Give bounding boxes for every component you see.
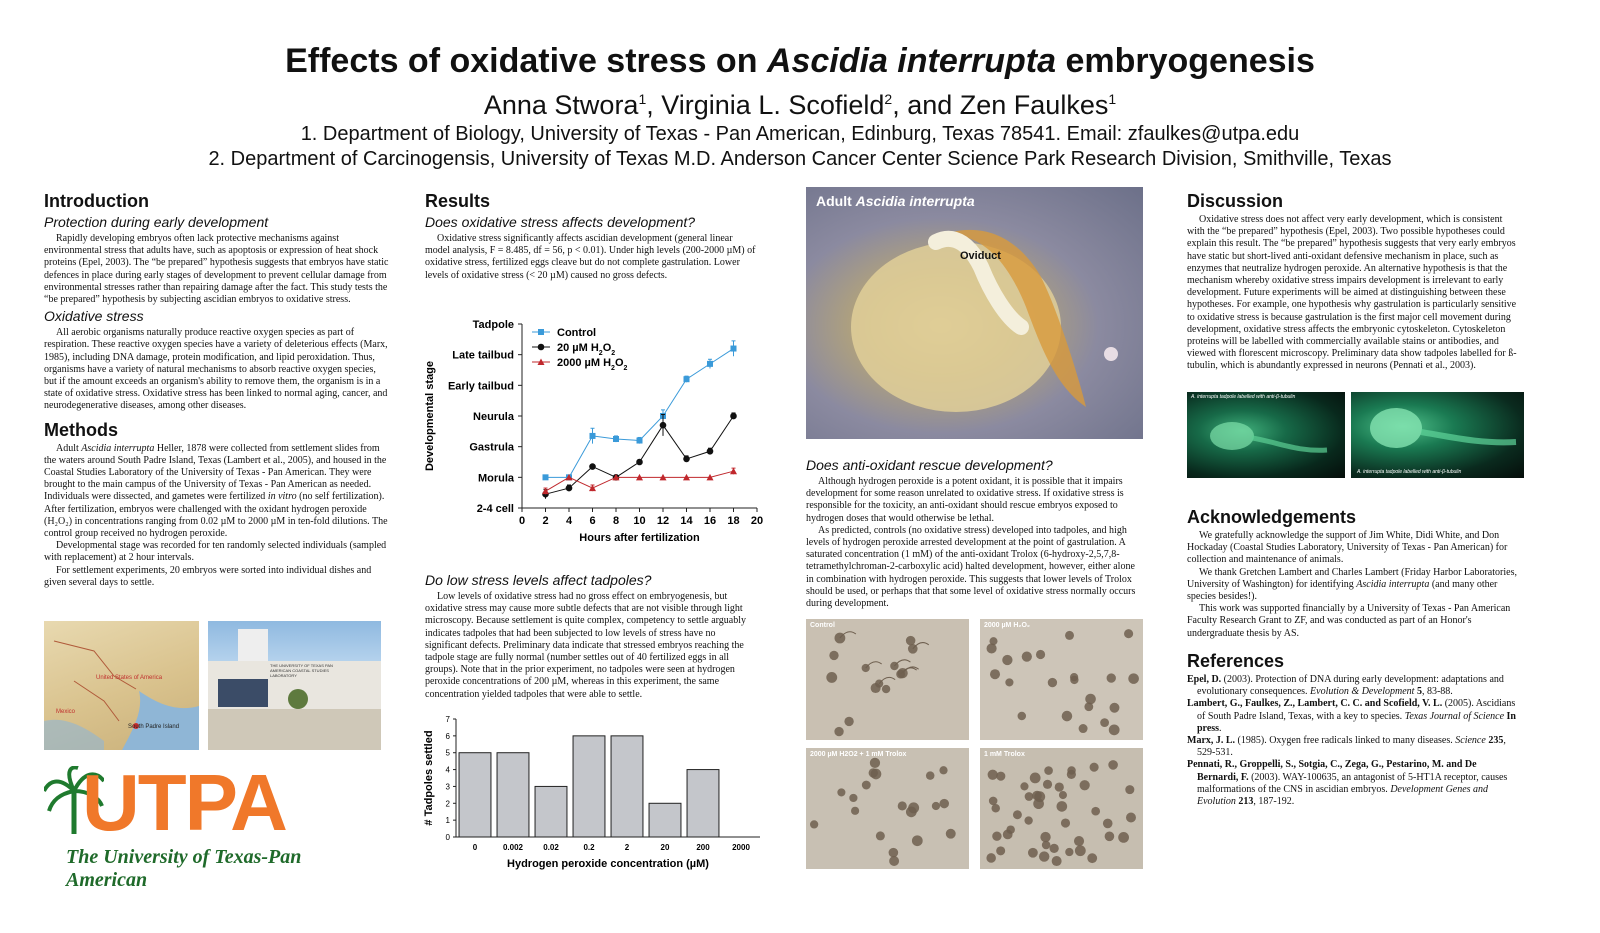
references-section bbox=[1187, 650, 1517, 808]
legend-label bbox=[557, 357, 628, 372]
data-point bbox=[636, 459, 643, 466]
parking-lot bbox=[208, 709, 381, 750]
rescue-paragraph-1: Although hydrogen peroxide is a potent oxidant, it is possible that it impairs development for some reason unrelated to oxidative stress. If oxidative stress is responsible for the toxicity, an anti-oxidant should rescue embryos exposed to hydrogen doses that would otherwise be lethal. bbox=[806, 476, 1124, 524]
ref-pages: , 529-531. bbox=[1197, 735, 1506, 759]
embryo bbox=[1034, 791, 1045, 802]
embryo bbox=[1085, 694, 1096, 705]
y-tick-label: Morula bbox=[477, 472, 514, 485]
methods-paragraph-2: Developmental stage was recorded for ten randomly selected individuals (sampled with replacement) at 2 hour intervals. bbox=[44, 540, 387, 564]
embryo bbox=[1128, 673, 1139, 684]
author-affiliation-mark: 1 bbox=[638, 91, 647, 107]
ref-pages: , 83-88. bbox=[1421, 686, 1453, 698]
embryo bbox=[829, 651, 838, 660]
embryo bbox=[988, 770, 998, 780]
map-label-mexico: Mexico bbox=[56, 709, 76, 715]
ref-text: (1985). Oxygen free radicals linked to many diseases. bbox=[1235, 735, 1456, 747]
rescue-paragraph-2: As predicted, controls (no oxidative stress) developed into tadpoles, and high levels of hydrogen peroxide arrested development at the point of gastrulation. A saturated concentration (1 mM) of the anti-oxidant Trolox (6-hydroxy-2,5,7,8-tetramethylchroman-2-carboxylic acid) halted development, however, either alone in combination with hydrogen peroxide. This suggests that lower levels of Trolox should be used, or perhaps that that some level of oxidative stress normally occurs during development. bbox=[806, 524, 1136, 610]
results-subheading-development: Does oxidative stress affects development? bbox=[425, 214, 696, 230]
author-name: Zen Faulkes bbox=[959, 90, 1109, 120]
legend-label bbox=[557, 342, 615, 357]
methods-heading: Methods bbox=[44, 419, 118, 440]
embryo bbox=[882, 685, 890, 693]
ack-species: Ascidia interrupta bbox=[1356, 578, 1430, 590]
data-point bbox=[683, 456, 690, 463]
data-point bbox=[566, 485, 573, 492]
embryo bbox=[1022, 652, 1032, 662]
x-tick-label: 14 bbox=[680, 515, 693, 527]
ack-paragraph-3: This work was supported financially by a University of Texas - Pan American Faculty Research Grant to ZF, and was conducted as part of an Honor's undergraduate thesis by AS. bbox=[1187, 603, 1511, 639]
embryo bbox=[1070, 676, 1078, 684]
embryo bbox=[1018, 712, 1027, 721]
embryo bbox=[1039, 851, 1049, 861]
coastal-studies-lab-photo bbox=[208, 621, 381, 750]
embryo bbox=[1003, 830, 1013, 840]
embryo-dots bbox=[806, 619, 969, 740]
embryo bbox=[1025, 792, 1034, 801]
embryo bbox=[912, 835, 923, 846]
rescue-section bbox=[806, 455, 1144, 610]
embryo bbox=[889, 856, 899, 866]
embryo bbox=[1042, 841, 1051, 850]
ref-text: (2003). Protection of DNA during early development: adaptations and evolutionary consequences. bbox=[1197, 674, 1504, 698]
embryo bbox=[1080, 780, 1090, 790]
intro-heading: Introduction bbox=[44, 191, 149, 211]
embryo bbox=[871, 769, 882, 780]
x-tick-label: 16 bbox=[703, 515, 717, 527]
intro-subheading-oxidative: Oxidative stress bbox=[44, 308, 144, 325]
adult-label-species: Ascidia interrupta bbox=[855, 193, 975, 209]
embryo bbox=[1005, 678, 1013, 686]
x-tick-label: 20 bbox=[660, 843, 670, 852]
ref-volume: 235 bbox=[1485, 735, 1504, 747]
y-tick-label: 3 bbox=[445, 782, 450, 792]
legend-text: 2000 µM H bbox=[557, 357, 612, 369]
embryo bbox=[1109, 724, 1120, 735]
x-tick-label: 0.02 bbox=[543, 843, 559, 852]
embryo bbox=[1049, 844, 1058, 853]
intro-subheading-protection: Protection during early development bbox=[44, 214, 269, 230]
embryo bbox=[1103, 819, 1113, 829]
palm-tree bbox=[288, 689, 308, 709]
legend-text: O bbox=[614, 357, 624, 369]
methods-text: Adult bbox=[56, 442, 82, 454]
embryo bbox=[1002, 655, 1012, 665]
embryo bbox=[991, 804, 999, 812]
rescue-heading: Does anti-oxidant rescue development? bbox=[806, 457, 1053, 473]
small-organism bbox=[1104, 347, 1118, 361]
tadpole-graphic bbox=[1351, 392, 1524, 478]
author-name: Anna Stwora bbox=[483, 90, 639, 120]
data-point bbox=[613, 436, 619, 442]
texas-map-graphic bbox=[44, 621, 199, 750]
y-tick-label: 4 bbox=[445, 765, 450, 775]
micrograph-h2o2 bbox=[980, 619, 1143, 740]
embryo bbox=[1079, 724, 1088, 733]
embryo bbox=[851, 807, 859, 815]
embryo bbox=[1036, 650, 1045, 659]
x-tick-label: 10 bbox=[633, 515, 646, 527]
column-introduction-methods bbox=[44, 190, 389, 589]
ref-pages: , 187-192. bbox=[1253, 796, 1295, 808]
acknowledgements-section bbox=[1187, 506, 1517, 640]
adult-ascidia-photo bbox=[806, 187, 1143, 439]
y-tick-label: Gastrula bbox=[469, 441, 514, 454]
embryo bbox=[926, 771, 934, 779]
embryo bbox=[1059, 791, 1067, 799]
embryo bbox=[1052, 856, 1062, 866]
embryo-dots bbox=[980, 619, 1143, 740]
micrograph-label: 2000 µM H2O2 + 1 mM Trolox bbox=[810, 751, 907, 758]
column-results bbox=[425, 190, 760, 282]
y-tick-label: Early tailbud bbox=[447, 380, 514, 393]
embryo bbox=[826, 672, 837, 683]
adult-label-pre: Adult bbox=[816, 193, 856, 209]
legend-subscript: 2 bbox=[611, 349, 616, 357]
embryo bbox=[1091, 807, 1100, 816]
data-point bbox=[730, 468, 737, 475]
embryo bbox=[932, 802, 940, 810]
embryo bbox=[1108, 760, 1118, 770]
data-point bbox=[543, 474, 549, 480]
ack-text: We thank Gretchen Lambert and Charles Lambert (Friday Harbor Laboratories, University of Washington) for identifying bbox=[1187, 566, 1517, 590]
data-point bbox=[731, 346, 737, 352]
embryo bbox=[810, 820, 818, 828]
data-point bbox=[730, 413, 737, 420]
ref-journal: Science bbox=[1455, 735, 1486, 747]
ref-authors: Epel, D. bbox=[1187, 674, 1222, 685]
data-point bbox=[660, 422, 667, 429]
data-point bbox=[707, 361, 713, 367]
bar bbox=[611, 736, 643, 837]
embryo bbox=[889, 848, 899, 858]
ack-heading: Acknowledgements bbox=[1187, 507, 1357, 527]
utpa-wordmark: UTPA bbox=[82, 758, 286, 847]
discussion-heading: Discussion bbox=[1187, 191, 1284, 211]
reference-item bbox=[1187, 698, 1517, 735]
results-subheading-tadpoles: Do low stress levels affect tadpoles? bbox=[425, 572, 652, 588]
ref-volume: 213 bbox=[1235, 796, 1254, 808]
x-tick-label: 0 bbox=[518, 515, 526, 527]
legend-subscript: 2 bbox=[598, 349, 603, 357]
x-tick-label: 20 bbox=[750, 515, 764, 527]
embryo bbox=[1020, 782, 1028, 790]
affiliation-1: 1. Department of Biology, University of Texas - Pan American, Edinburg, Texas 78541. Email: zfaulkes@utpa.edu bbox=[300, 123, 1300, 145]
micrograph-label: Control bbox=[810, 622, 835, 629]
results-paragraph-1: Oxidative stress significantly affects ascidian development (general linear model analysis, F = 8.485, df = 56, p < 0.01). Under high levels (200-2000 µM) of oxidative stress, fertilized eggs cleave but do not complete gastrulation. Lower levels of oxidative stress (< 20 µM) caused no gross defects. bbox=[425, 233, 756, 281]
embryo bbox=[996, 846, 1005, 855]
embryo bbox=[989, 797, 998, 806]
embryo bbox=[1107, 673, 1116, 682]
y-axis-label: Developmental stage bbox=[424, 360, 436, 472]
embryo bbox=[844, 717, 853, 726]
fluorescent-label: A. interrupta tadpole labelled with anti-β-tubulin bbox=[1357, 469, 1462, 475]
ack-text: (and many other species besides!). bbox=[1187, 578, 1498, 603]
title-species: Ascidia interrupta bbox=[766, 42, 1056, 80]
ref-text: (2003). WAY-100635, an antagonist of 5-HT1A receptor, causes malformations of the CNS in ascidian embryos. bbox=[1197, 771, 1508, 795]
micrograph-label: 1 mM Trolox bbox=[984, 751, 1025, 758]
reference-item bbox=[1187, 674, 1517, 698]
y-tick-label: 2 bbox=[445, 799, 450, 809]
embryo bbox=[939, 766, 947, 774]
embryo-dots bbox=[980, 748, 1143, 869]
x-tick-label: 0.2 bbox=[583, 843, 595, 852]
bar bbox=[535, 786, 567, 837]
poster-title bbox=[0, 40, 1600, 82]
utpa-logo bbox=[44, 758, 384, 891]
ref-authors: Marx, J. L. bbox=[1187, 735, 1236, 747]
embryo bbox=[1090, 763, 1099, 772]
fluorescent-label: A. interrupta tadpole labelled with anti-β-tubulin bbox=[1191, 394, 1296, 400]
embryo bbox=[1055, 782, 1064, 791]
y-tick-label: 2-4 cell bbox=[476, 503, 514, 515]
y-tick-label: 0 bbox=[445, 833, 450, 842]
bar bbox=[497, 753, 529, 837]
embryo bbox=[1028, 848, 1038, 858]
x-tick-label: 2000 bbox=[732, 843, 750, 852]
methods-paragraph-1 bbox=[44, 443, 389, 541]
x-tick-label: 200 bbox=[696, 843, 710, 852]
x-tick-label: 4 bbox=[565, 515, 573, 527]
methods-paragraph-3: For settlement experiments, 20 embryos were sorted into individual dishes and given several days to settle. bbox=[44, 564, 372, 588]
embryo bbox=[1075, 845, 1086, 856]
micrograph-label: 2000 µM H₂O₂ bbox=[984, 622, 1031, 629]
embryo bbox=[987, 643, 997, 653]
tadpole-head bbox=[1370, 408, 1422, 448]
embryo bbox=[990, 669, 1000, 679]
embryo bbox=[992, 831, 1001, 840]
embryo bbox=[946, 829, 956, 839]
embryo bbox=[1062, 711, 1073, 722]
legend-subscript: 2 bbox=[623, 364, 628, 372]
embryo bbox=[996, 772, 1005, 781]
embryo bbox=[1048, 678, 1057, 687]
fluorescent-tadpole-photo-1 bbox=[1187, 392, 1345, 478]
ref-text: (2005). Ascidians of South Padre Island, Texas, with a key to species. bbox=[1197, 698, 1516, 722]
methods-species: Ascidia interrupta bbox=[81, 442, 155, 454]
ack-paragraph-2 bbox=[1187, 567, 1517, 604]
micrograph-h2o2-trolox bbox=[806, 748, 969, 869]
x-axis-label: Hours after fertilization bbox=[579, 532, 700, 544]
legend-text: Control bbox=[557, 327, 597, 339]
embryo bbox=[1057, 801, 1068, 812]
pacific-shape bbox=[44, 720, 104, 750]
embryo bbox=[1126, 813, 1136, 823]
legend-marker bbox=[538, 329, 544, 335]
intro-paragraph-1: Rapidly developing embryos often lack protective mechanisms against environmental stress that adults have, such as apoptosis or expression of heat shock proteins (Epel, 2003). The “be prepared” hypothesis suggests that embryos have static defences in place during early stages of development to prevent cellular damage from environmental stresses rather than repairing damage after the fact. This study tests the “be prepared” hypothesis by subjecting ascidian embryos to oxidative stress. bbox=[44, 233, 389, 306]
legend-subscript: 2 bbox=[611, 364, 615, 372]
y-tick-label: Tadpole bbox=[472, 319, 514, 331]
building-window bbox=[218, 679, 268, 707]
building-sign: THE UNIVERSITY OF TEXAS PAN AMERICAN COASTAL STUDIES LABORATORY bbox=[270, 663, 333, 678]
x-tick-label: 18 bbox=[727, 515, 740, 527]
x-tick-label: 12 bbox=[656, 515, 670, 527]
y-tick-label: 5 bbox=[445, 748, 450, 758]
results-heading: Results bbox=[425, 191, 491, 211]
embryo bbox=[1013, 810, 1022, 819]
micrograph-trolox bbox=[980, 748, 1143, 869]
data-point bbox=[590, 433, 596, 439]
tadpole-graphic bbox=[1187, 392, 1345, 478]
embryo bbox=[1044, 766, 1053, 775]
author-affiliation-mark: 2 bbox=[884, 91, 893, 107]
embryo bbox=[834, 727, 843, 736]
reference-item bbox=[1187, 759, 1517, 808]
title-post: embryogenesis bbox=[1056, 42, 1315, 80]
ref-volume: 5 bbox=[1414, 686, 1422, 698]
embryo bbox=[1061, 818, 1070, 827]
embryo bbox=[1110, 703, 1120, 713]
x-tick-label: 2 bbox=[624, 843, 630, 852]
embryo bbox=[1067, 770, 1076, 779]
embryo bbox=[1087, 853, 1097, 863]
bar bbox=[649, 803, 681, 837]
embryo bbox=[1105, 832, 1115, 842]
author-name: Virginia L. Scofield bbox=[661, 90, 885, 120]
ref-journal: Texas Journal of Science bbox=[1404, 710, 1505, 722]
data-point bbox=[542, 488, 549, 495]
embryo bbox=[1024, 816, 1032, 824]
embryo bbox=[849, 794, 857, 802]
embryo bbox=[1040, 832, 1050, 842]
embryo bbox=[1030, 773, 1041, 784]
series-line bbox=[546, 416, 734, 494]
x-tick-label: 0.002 bbox=[502, 843, 524, 852]
embryo bbox=[986, 853, 996, 863]
methods-invitro: in vitro bbox=[267, 491, 297, 503]
settlement-bar-chart bbox=[420, 710, 770, 875]
embryo bbox=[1100, 718, 1109, 727]
poster-header bbox=[0, 40, 1600, 172]
micrograph-control bbox=[806, 619, 969, 740]
embryo bbox=[898, 801, 907, 810]
title-pre: Effects of oxidative stress on bbox=[285, 42, 767, 80]
embryo bbox=[989, 637, 997, 645]
reference-item bbox=[1187, 735, 1517, 759]
adult-photo-label bbox=[816, 193, 975, 209]
intro-paragraph-2: All aerobic organisms naturally produce reactive oxygen species as part of respiration. These reactive oxygen species have a variety of deleterious effects (Marx, 1985), including DNA damage, protein modification, and lipid peroxidation. Thus, organisms have a variety of natural mechanisms to absorb reactive oxygen species, but if the amount exceeds an organism's ability to remove them, the organism is in a state of oxidative stress. Oxidative stress has been linked to normal aging, cancer, and neurodegenerative diseases, among other diseases. bbox=[44, 327, 388, 412]
embryo bbox=[1125, 785, 1134, 794]
embryo bbox=[871, 683, 881, 693]
tadpole-tail bbox=[1252, 438, 1327, 450]
fluorescent-tadpole-photo-2 bbox=[1351, 392, 1524, 478]
embryo bbox=[906, 636, 915, 645]
x-tick-label: 6 bbox=[589, 515, 596, 527]
ref-volume: In press bbox=[1197, 710, 1516, 734]
discussion-paragraph: Oxidative stress does not affect very early development, which is consistent with the “be prepared” hypothesis (Epel, 2003). Two possible hypotheses could explain this result. The “be prepared” hypothesis suggests that very early embryos have static but short-lived anti-oxidant defensive mechanism in place, such as enzymes that neutralize hydrogen peroxide. An alternative hypothesis is that the mechanism whereby oxidative stress impairs development is irrelevant to early development. Future experiments will be aimed at distinguishing between these hypotheses. For example, one hypothesis why gastrulation is particularly sensitive to oxidative stress is because gastrulation is the first major cell movement during development, oxidative stress affects the embryonic cytoskeleton. Cytoskeleton proteins will be labelled with commercially available stains or antibodies, and viewed with florescent microscopy. Preliminary data show tadpoles labelled for ß-tubulin, which is abundantly expressed in neurons (Pennati et al., 2003). bbox=[1187, 214, 1517, 372]
y-axis-label: # Tadpoles settled bbox=[423, 730, 435, 826]
y-tick-label: 7 bbox=[445, 715, 450, 724]
y-tick-label: 6 bbox=[445, 731, 450, 741]
column-discussion bbox=[1187, 190, 1517, 373]
ref-authors: Pennati, R., Groppelli, S., Sotgia, C., Zega, G., Pestarino, M. and De Bernardi, F. bbox=[1187, 759, 1477, 783]
bar bbox=[573, 736, 605, 837]
data-point bbox=[589, 463, 596, 470]
embryo bbox=[876, 831, 885, 840]
methods-text: Heller, 1878 were collected from settlement slides from the waters around South Padre Island, Texas (Lambert et al., 2005), and housed in the Coastal Studies Laboratory of the University of Texas - Pan American. They were brought to the main campus of the University of Texas - Pan American as needed. Individuals were dissected, and gametes were fertilized bbox=[44, 442, 387, 503]
refs-heading: References bbox=[1187, 651, 1285, 671]
embryo bbox=[1118, 832, 1129, 843]
embryo bbox=[1074, 836, 1084, 846]
embryo bbox=[1065, 631, 1074, 640]
results-tadpole-section bbox=[425, 570, 760, 701]
methods-text: (no self fertilization). After fertilization, embryos were challenged with the oxidant hydrogen peroxide (H₂O₂) in concentrations ranging from 0.02 µM to 2000 µM in ten-fold dilutions. The control group received no hydrogen peroxide. bbox=[44, 491, 388, 540]
x-tick-label: 0 bbox=[472, 843, 478, 852]
embryo bbox=[1065, 848, 1073, 856]
gulf-of-mexico-shape bbox=[122, 691, 199, 750]
ack-paragraph-1: We gratefully acknowledge the support of Jim White, Didi White, and Don Hockaday (Coastal Studies Laboratory, University of Texas - Pan American) for collection and maintenance of animals. bbox=[1187, 530, 1508, 566]
x-tick-label: 8 bbox=[612, 515, 620, 527]
ref-journal: Development Genes and Evolution bbox=[1197, 783, 1489, 808]
data-point bbox=[589, 485, 596, 492]
data-point bbox=[684, 376, 690, 382]
data-point bbox=[707, 448, 714, 455]
x-axis-label: Hydrogen peroxide concentration (µM) bbox=[507, 858, 709, 870]
affiliation-2: 2. Department of Carcinogensis, University of Texas M.D. Anderson Cancer Center Science Park Research Division, Smithville, Texas bbox=[208, 148, 1392, 170]
embryo bbox=[870, 758, 880, 768]
ref-pages: . bbox=[1219, 722, 1222, 734]
author-affiliation-mark: 1 bbox=[1108, 91, 1117, 107]
embryo bbox=[1043, 780, 1052, 789]
map-label-usa: United States of America bbox=[96, 675, 163, 681]
tadpole-tail bbox=[1421, 432, 1516, 442]
y-tick-label: 1 bbox=[445, 816, 450, 826]
embryo bbox=[939, 799, 948, 808]
bar bbox=[459, 753, 491, 837]
map-label-spi: South Padre Island bbox=[128, 724, 180, 730]
data-point bbox=[637, 438, 643, 444]
embryo bbox=[837, 788, 845, 796]
x-tick-label: 2 bbox=[542, 515, 549, 527]
embryo bbox=[1124, 629, 1133, 638]
embryo bbox=[862, 781, 871, 790]
y-tick-label: Late tailbud bbox=[452, 349, 514, 362]
results-paragraph-2: Low levels of oxidative stress had no gross effect on embryogenesis, but oxidative stress may cause more subtle defects that are not visible through light microscopy. Because settlement is quite complex, competency to settle arguably indicates tadpoles that had been subjected to low levels of stress have no significant defects. Preliminary data indicate that stressed embryos reaching the tadpole stage are fully normal (number settles out of 40 fertilized eggs in all groups). Note that in the prior experiment, no tadpoles were seen at hydrogen peroxide concentrations of 200 µM, whereas in this experiment, the same concentration yielded tadpoles that were able to settle. bbox=[425, 591, 747, 700]
legend-text: 20 µM H bbox=[557, 342, 599, 354]
author-line bbox=[0, 82, 1600, 122]
legend-label bbox=[557, 327, 596, 339]
utpa-tagline: The University of Texas-Pan American bbox=[66, 846, 302, 891]
embryo-dots bbox=[806, 748, 969, 869]
author-separator: , and bbox=[892, 90, 960, 120]
y-tick-label: Neurula bbox=[473, 411, 514, 423]
legend-marker bbox=[538, 344, 545, 351]
texas-map-image bbox=[44, 621, 199, 750]
legend-text: O bbox=[602, 342, 612, 354]
tadpole-head bbox=[1210, 422, 1254, 450]
bar bbox=[687, 770, 719, 837]
oviduct-label: Oviduct bbox=[960, 250, 1001, 262]
adult-ascidia-graphic bbox=[806, 187, 1143, 439]
embryo bbox=[908, 802, 919, 813]
ref-authors: Lambert, G., Faulkes, Z., Lambert, C. C. and Scofield, V. L. bbox=[1187, 698, 1443, 710]
author-separator: , bbox=[646, 90, 662, 120]
ref-journal: Evolution & Development bbox=[1310, 686, 1415, 698]
development-line-chart bbox=[420, 312, 770, 552]
